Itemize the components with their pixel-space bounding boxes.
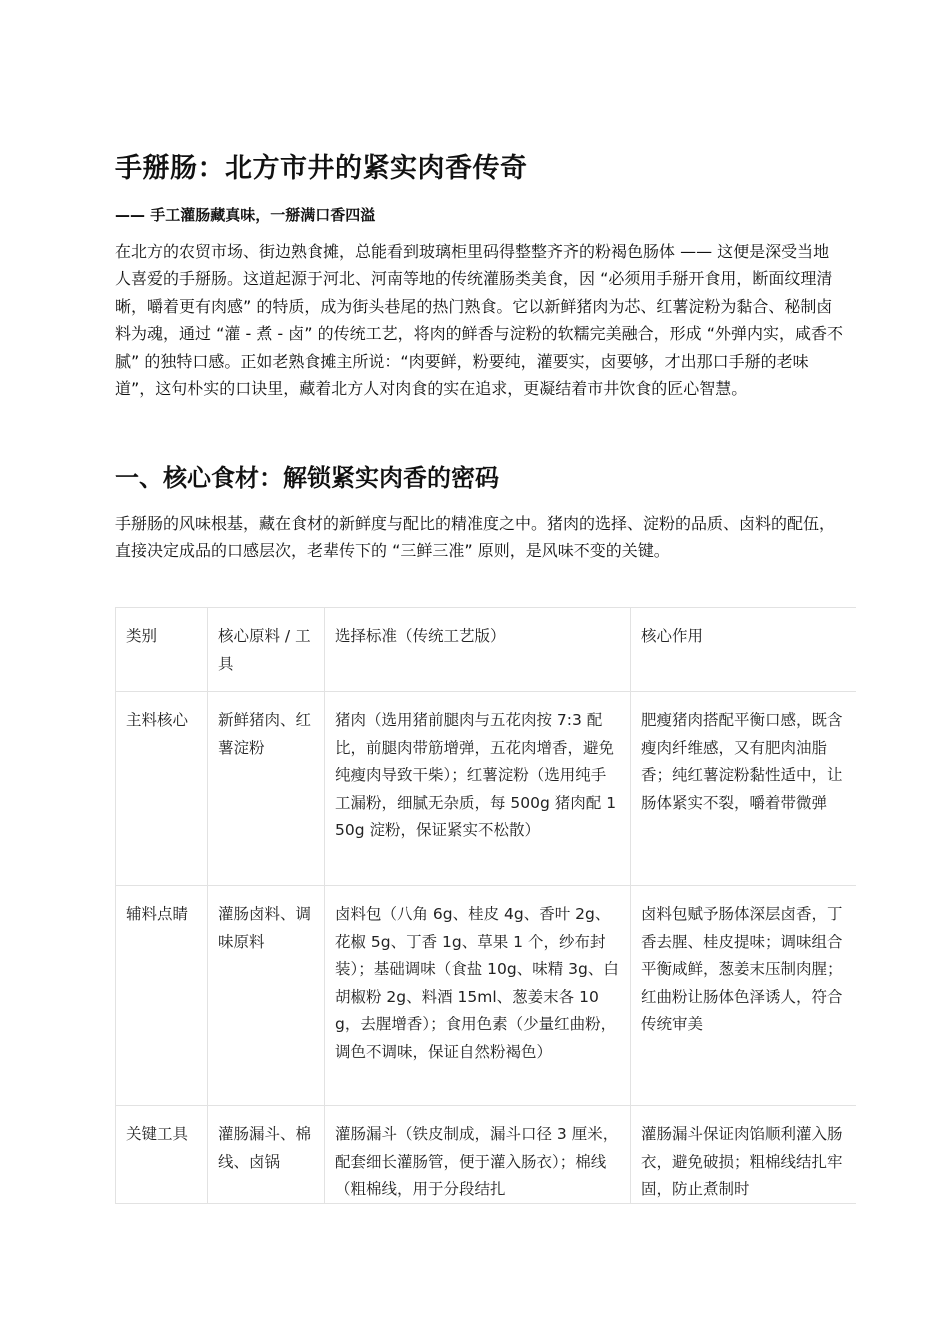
table-header-cell: 核心原料 / 工具 <box>208 608 325 692</box>
table-header-cell: 类别 <box>116 608 208 692</box>
section-paragraph: 手掰肠的风味根基，藏在食材的新鲜度与配比的精准度之中。猪肉的选择、淀粉的品质、卤料的配伍，直接决定成品的口感层次，老辈传下的 “三鲜三准” 原则，是风味不变的关键。 <box>115 514 836 561</box>
table-header-cell: 核心作用 <box>631 608 857 692</box>
section-heading: 一、核心食材：解锁紧实肉香的密码 <box>115 464 499 492</box>
table-header-row <box>116 608 857 692</box>
table-cell-category: 辅料点睛 <box>116 886 208 1106</box>
table-cell-standard: 灌肠漏斗（铁皮制成，漏斗口径 3 厘米，配套细长灌肠管，便于灌入肠衣）；棉线（粗棉线，用于分段结扎 <box>325 1106 631 1205</box>
table-row <box>116 886 857 1106</box>
table-row <box>116 1106 857 1205</box>
table-cell-materials: 灌肠卤料、调味原料 <box>208 886 325 1106</box>
intro-paragraph: 在北方的农贸市场、街边熟食摊，总能看到玻璃柜里码得整整齐齐的粉褐色肠体 —— 这便是深受当地人喜爱的手掰肠。这道起源于河北、河南等地的传统灌肠类美食，因 “必须用手掰开食用，断面纹理清晰，嚼着更有肉感” 的特质，成为街头巷尾的热门熟食。它以新鲜猪肉为芯、红薯淀粉为黏合、秘制卤料为魂，通过 “灌 - 煮 - 卤” 的传统工艺，将肉的鲜香与淀粉的软糯完美融合，形成 “外弹内实，咸香不腻” 的独特口感。正如老熟食摊主所说：“肉要鲜，粉要纯，灌要实，卤要够，才出那口手掰的老味道”，这句朴实的口诀里，藏着北方人对肉食的实在追求，更凝结着市井饮食的匠心智慧。 <box>115 242 844 399</box>
table-cell-category: 关键工具 <box>116 1106 208 1205</box>
article-title: 手掰肠：北方市井的紧实肉香传奇 <box>115 153 528 184</box>
table-cell-materials: 灌肠漏斗、棉线、卤锅 <box>208 1106 325 1205</box>
table-cell-standard: 卤料包（八角 6g、桂皮 4g、香叶 2g、花椒 5g、丁香 1g、草果 1 个，纱布封装）；基础调味（食盐 10g、味精 3g、白胡椒粉 2g、料酒 15ml、葱姜末各 10g，去腥增香）；食用色素（少量红曲粉，调色不调味，保证自然粉褐色） <box>325 886 631 1106</box>
article-subtitle: —— 手工灌肠藏真味，一掰满口香四溢 <box>115 206 376 224</box>
ingredients-table <box>115 607 856 1204</box>
table-cell-standard: 猪肉（选用猪前腿肉与五花肉按 7:3 配比，前腿肉带筋增弹，五花肉增香，避免纯瘦肉导致干柴）；红薯淀粉（选用纯手工漏粉，细腻无杂质，每 500g 猪肉配 150g 淀粉，保证紧实不松散） <box>325 692 631 886</box>
table-cell-role: 灌肠漏斗保证肉馅顺利灌入肠衣，避免破损；粗棉线结扎牢固，防止煮制时 <box>631 1106 857 1205</box>
table-cell-role: 肥瘦猪肉搭配平衡口感，既含瘦肉纤维感，又有肥肉油脂香；纯红薯淀粉黏性适中，让肠体紧实不裂，嚼着带微弹 <box>631 692 857 886</box>
table-cell-materials: 新鲜猪肉、红薯淀粉 <box>208 692 325 886</box>
table-cell-category: 主料核心 <box>116 692 208 886</box>
table-row <box>116 692 857 886</box>
table-cell-role: 卤料包赋予肠体深层卤香，丁香去腥、桂皮提味；调味组合平衡咸鲜，葱姜末压制肉腥；红曲粉让肠体色泽诱人，符合传统审美 <box>631 886 857 1106</box>
table-header-cell: 选择标准（传统工艺版） <box>325 608 631 692</box>
